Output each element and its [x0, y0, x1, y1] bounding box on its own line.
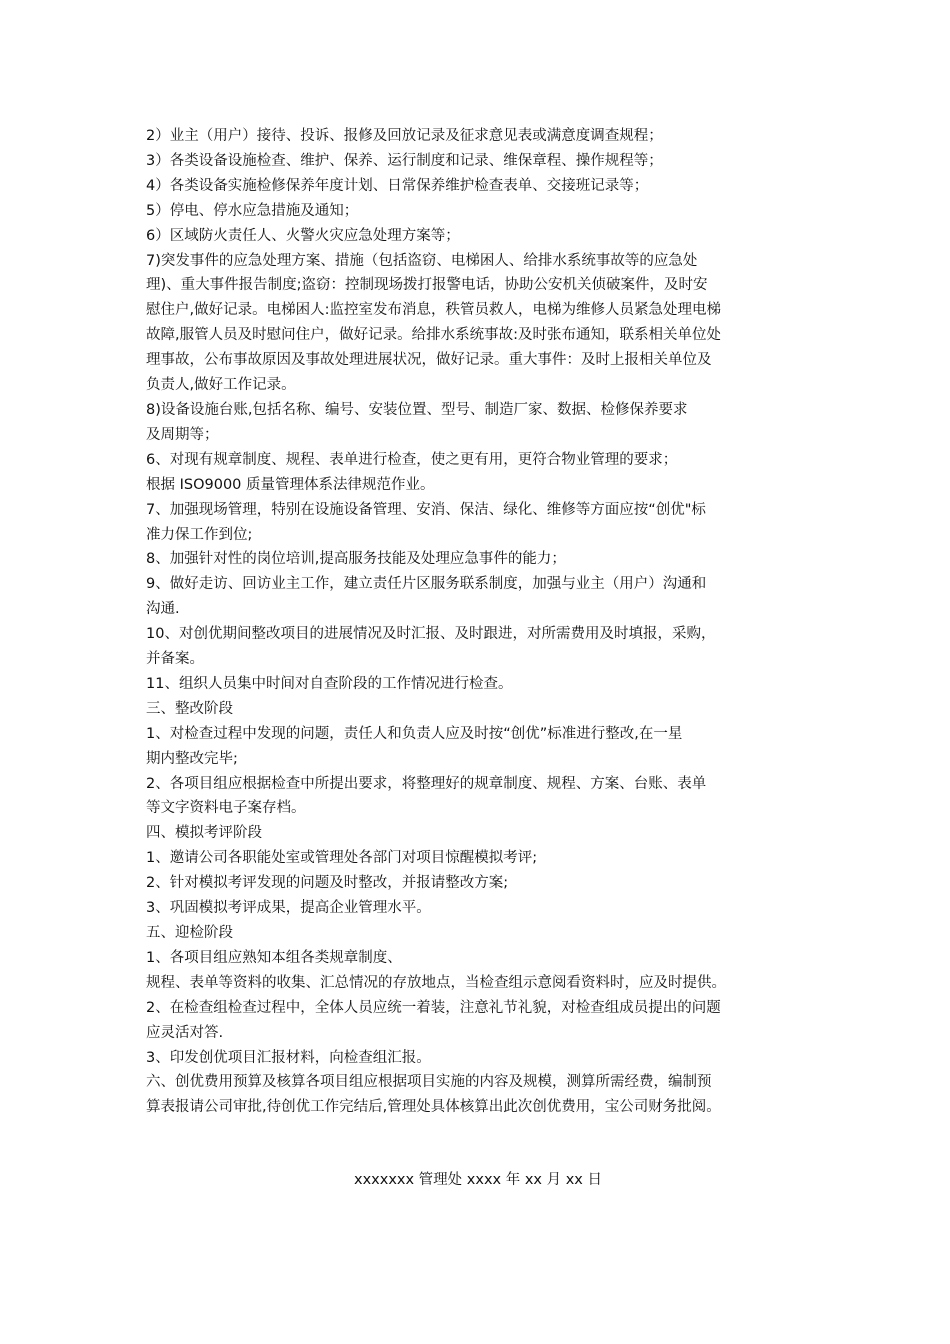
body-line: 算表报请公司审批,待创优工作完结后,管理处具体核算出此次创优费用，宝公司财务批阅。 [146, 1099, 721, 1116]
body-line: 根据 ISO9000 质量管理体系法律规范作业。 [146, 476, 435, 493]
body-line: 及周期等； [146, 426, 219, 443]
body-line: 负责人,做好工作记录。 [146, 377, 296, 394]
body-line: 8)设备设施台账,包括名称、编号、安装位置、型号、制造厂家、数据、检修保养要求 [146, 401, 688, 418]
body-line: 理)、重大事件报告制度;盗窃：控制现场拨打报警电话，协助公安机关侦破案件，及时安 [146, 277, 708, 294]
body-line: 3、印发创优项目汇报材料，向检查组汇报。 [146, 1049, 431, 1066]
body-line: 沟通. [146, 601, 180, 618]
body-line: 6、对现有规章制度、规程、表单进行检查，使之更有用，更符合物业管理的要求； [146, 451, 678, 468]
body-line: 准力保工作到位; [146, 526, 253, 543]
body-line: 11、组织人员集中时间对自查阶段的工作情况进行检查。 [146, 675, 513, 692]
footer-signature: xxxxxxx 管理处 xxxx 年 xx 月 xx 日 [354, 1172, 602, 1188]
body-line: 2）业主（用户）接待、投诉、报修及回放记录及征求意见表或满意度调查规程； [146, 128, 663, 144]
body-line: 3、巩固模拟考评成果，提高企业管理水平。 [146, 900, 431, 917]
document-body [146, 124, 810, 1120]
section-heading: 三、整改阶段 [146, 700, 233, 717]
section-heading: 四、模拟考评阶段 [146, 825, 262, 842]
body-line: 7、加强现场管理，特别在设施设备管理、安消、保洁、绿化、维修等方面应按“创优"标 [146, 501, 706, 518]
body-line: 理事故，公布事故原因及事故处理进展状况，做好记录。重大事件：及时上报相关单位及 [146, 352, 712, 369]
body-line: 1、各项目组应熟知本组各类规章制度、 [146, 949, 402, 966]
body-line: 规程、表单等资料的收集、汇总情况的存放地点，当检查组示意阅看资料时，应及时提供。 [146, 974, 726, 991]
section-heading: 五、迎检阶段 [146, 925, 233, 941]
body-line: 10、对创优期间整改项目的进展情况及时汇报、及时跟进，对所需费用及时填报，采购， [146, 626, 716, 643]
body-line: 等文字资料电子案存档。 [146, 800, 306, 817]
body-line: 1、邀请公司各职能处室或管理处各部门对项目惊醒模拟考评; [146, 850, 538, 867]
body-line: 9、做好走访、回访业主工作，建立责任片区服务联系制度，加强与业主（用户）沟通和 [146, 576, 707, 593]
body-line: 6）区域防火责任人、火警火灾应急处理方案等； [146, 227, 460, 244]
body-line: 7)突发事件的应急处理方案、措施（包括盗窃、电梯困人、给排水系统事故等的应急处 [146, 252, 698, 269]
body-line: 1、对检查过程中发现的问题，责任人和负责人应及时按“创优”标准进行整改,在一星 [146, 725, 683, 742]
section-heading: 六、创优费用预算及核算各项目组应根据项目实施的内容及规模，测算所需经费，编制预 [146, 1074, 712, 1091]
body-line: 并备案。 [146, 651, 204, 668]
body-line: 3）各类设备设施检查、维护、保养、运行制度和记录、维保章程、操作规程等； [146, 152, 663, 169]
body-line: 期内整改完毕; [146, 750, 238, 767]
body-line: 应灵活对答. [146, 1024, 224, 1041]
body-line: 4）各类设备实施检修保养年度计划、日常保养维护检查表单、交接班记录等； [146, 177, 649, 194]
body-line: 2、各项目组应根据检查中所提出要求，将整理好的规章制度、规程、方案、台账、表单 [146, 775, 707, 792]
body-line: 2、针对模拟考评发现的问题及时整改，并报请整改方案; [146, 875, 509, 892]
body-line: 故障,服管人员及时慰问住户，做好记录。给排水系统事故:及时张布通知，联系相关单位处 [146, 327, 721, 344]
body-line: 2、在检查组检查过程中，全体人员应统一着装，注意礼节礼貌，对检查组成员提出的问题 [146, 999, 721, 1016]
body-line: 5）停电、停水应急措施及通知； [146, 202, 359, 219]
body-line: 8、加强针对性的岗位培训,提高服务技能及处理应急事件的能力； [146, 551, 566, 568]
body-line: 慰住户,做好记录。电梯困人:监控室发布消息，秩管员救人，电梯为维修人员紧急处理电梯 [146, 302, 721, 319]
